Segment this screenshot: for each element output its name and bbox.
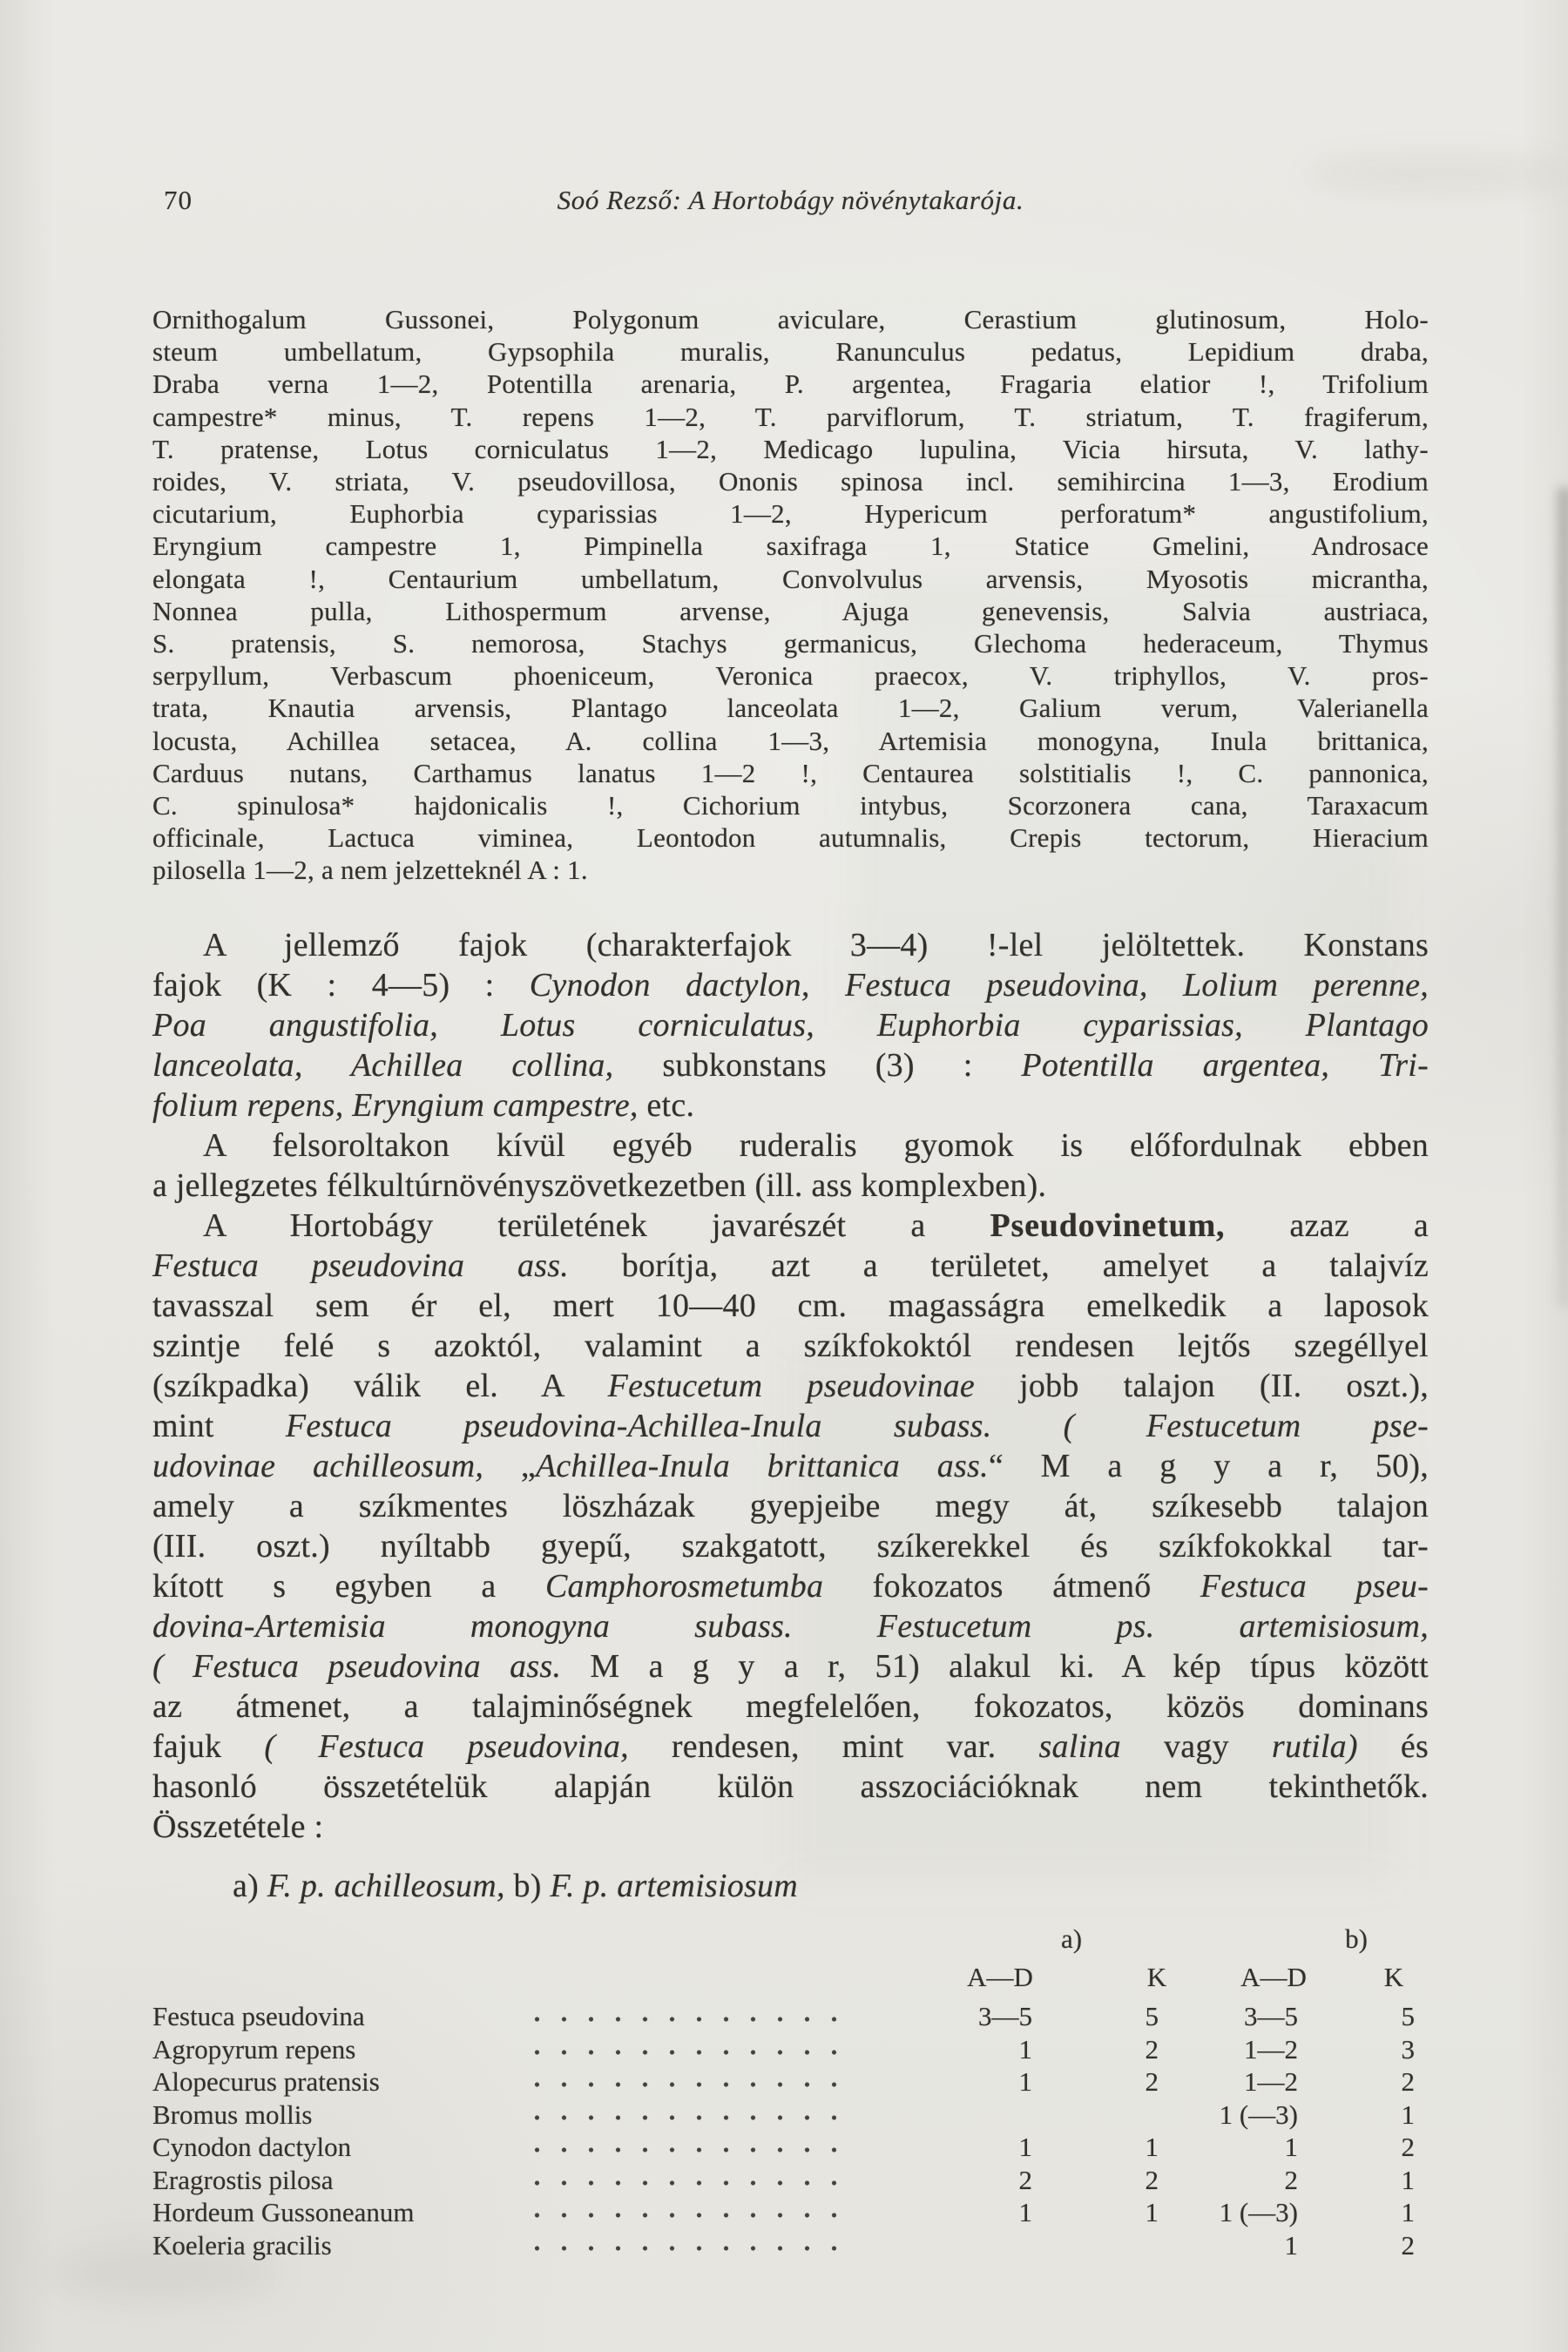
value-cell: 1 bbox=[1145, 2132, 1159, 2162]
value-cell: 1 (—3) bbox=[1219, 2197, 1298, 2227]
text-line: Festuca pseudovina ass. borítja, azt a területet, amelyet a talajvíz bbox=[152, 1247, 1429, 1284]
column-header-ad-a: A—D bbox=[967, 1962, 1033, 1992]
dot-leader bbox=[518, 2196, 849, 2229]
value-cell: 3—5 bbox=[978, 2001, 1032, 2031]
species-row bbox=[152, 2229, 1429, 2262]
text-line: serpyllum, Verbascum phoeniceum, Veronica praecox, V. triphyllos, V. pros- bbox=[152, 660, 1429, 692]
text-line: dovina-Artemisia monogyna subass. Festucetum ps. artemisiosum, bbox=[152, 1608, 1429, 1645]
dot-leader bbox=[518, 2099, 849, 2132]
species-row bbox=[152, 2033, 1429, 2066]
column-header-k-b: K bbox=[1383, 1962, 1404, 1992]
value-cell: 2 bbox=[1401, 2066, 1415, 2097]
value-cell: 1 bbox=[1018, 2197, 1032, 2227]
dot-leader bbox=[518, 2229, 849, 2262]
table-group-header-b: b) bbox=[1345, 1923, 1368, 1954]
value-cell: 1 bbox=[1145, 2197, 1159, 2227]
value-cell: 1 bbox=[1284, 2132, 1298, 2162]
value-cell: 5 bbox=[1145, 2001, 1159, 2031]
text-line: Carduus nutans, Carthamus lanatus 1—2 !, Centaurea solstitialis !, C. pannonica, bbox=[152, 757, 1429, 788]
text-line: hasonló összetételük alapján külön asszociációknak nem tekinthetők. bbox=[152, 1768, 1429, 1805]
text-line: C. spinulosa* hajdonicalis !, Cichorium intybus, Scorzonera cana, Taraxacum bbox=[152, 790, 1429, 821]
value-cell: 1 bbox=[1018, 2066, 1032, 2097]
page-edge-shadow bbox=[1558, 488, 1568, 1307]
table-rows bbox=[152, 2000, 1429, 2261]
value-cell: 2 bbox=[1284, 2164, 1298, 2195]
variant-subheading bbox=[152, 1866, 1429, 1906]
value-cell: 1 bbox=[1401, 2099, 1415, 2130]
species-row bbox=[152, 2196, 1429, 2229]
species-row bbox=[152, 2099, 1429, 2132]
species-row bbox=[152, 2065, 1429, 2099]
text-line: steum umbellatum, Gypsophila muralis, Ranunculus pedatus, Lepidium draba, bbox=[152, 336, 1429, 368]
text-line: S. pratensis, S. nemorosa, Stachys germanicus, Glechoma hederaceum, Thymus bbox=[152, 628, 1429, 659]
species-name: Agropyrum repens bbox=[152, 2033, 356, 2065]
text-line: fajok (K : 4—5) : Cynodon dactylon, Festuca pseudovina, Lolium perenne, bbox=[152, 967, 1429, 1004]
text-line: folium repens, Eryngium campestre, etc. bbox=[152, 1087, 695, 1124]
text-line: mint Festuca pseudovina-Achillea-Inula subass. ( Festucetum pse- bbox=[152, 1408, 1429, 1444]
text-line: trata, Knautia arvensis, Plantago lanceolata 1—2, Galium verum, Valerianella bbox=[152, 693, 1429, 724]
species-row bbox=[152, 2164, 1429, 2197]
column-header-ad-b: A—D bbox=[1240, 1962, 1307, 1992]
text-line: Poa angustifolia, Lotus corniculatus, Euphorbia cyparissias, Plantago bbox=[152, 1007, 1429, 1044]
text-line: fajuk ( Festuca pseudovina, rendesen, mint var. salina vagy rutila) és bbox=[152, 1728, 1429, 1765]
text-line: cicutarium, Euphorbia cyparissias 1—2, Hypericum perforatum* angustifolium, bbox=[152, 498, 1429, 530]
composition-table bbox=[152, 1923, 1429, 2261]
species-list-paragraph bbox=[152, 303, 1429, 887]
text-line: campestre* minus, T. repens 1—2, T. parviflorum, T. striatum, T. fragiferum, bbox=[152, 401, 1429, 432]
species-name: Eragrostis pilosa bbox=[152, 2164, 334, 2195]
value-cell: 1 bbox=[1018, 2132, 1032, 2162]
text-line: (szíkpadka) válik el. A Festucetum pseudovinae jobb talajon (II. oszt.), bbox=[152, 1368, 1429, 1404]
text-line: szintje felé s azoktól, valamint a szíkfokoktól rendesen lejtős szegéllyel bbox=[152, 1328, 1429, 1364]
value-cell: 2 bbox=[1401, 2132, 1415, 2162]
value-cell: 1 bbox=[1401, 2197, 1415, 2227]
value-cell: 2 bbox=[1145, 2066, 1159, 2097]
species-name: Hordeum Gussoneanum bbox=[152, 2197, 415, 2227]
value-cell: 3 bbox=[1401, 2033, 1415, 2065]
text-line: amely a szíkmentes löszházak gyepjeibe megy át, szíkesebb talajon bbox=[152, 1488, 1429, 1524]
text-line: Ornithogalum Gussonei, Polygonum aviculare, Cerastium glutinosum, Holo- bbox=[152, 304, 1429, 335]
text-line: a jellegzetes félkultúrnövényszövetkezetben (ill. ass komplexben). bbox=[152, 1167, 1047, 1204]
table-group-header-a: a) bbox=[1060, 1923, 1083, 1954]
value-cell: 5 bbox=[1401, 2001, 1415, 2031]
dot-leader bbox=[518, 2000, 849, 2033]
value-cell: 1 bbox=[1284, 2229, 1298, 2261]
value-cell: 1 bbox=[1401, 2164, 1415, 2195]
pseudovinetum-paragraph bbox=[152, 1206, 1429, 1847]
species-name: Koeleria gracilis bbox=[152, 2229, 332, 2261]
text-line: (III. oszt.) nyíltabb gyepű, szakgatott, szíkerekkel és szíkfokokkal tar- bbox=[152, 1528, 1429, 1565]
value-cell: 3—5 bbox=[1244, 2001, 1298, 2031]
text-line: Összetétele : bbox=[152, 1808, 324, 1845]
table-column-header-row bbox=[152, 1962, 1429, 2000]
text-line: tavasszal sem ér el, mert 10—40 cm. magasságra emelkedik a laposok bbox=[152, 1288, 1429, 1324]
dot-leader bbox=[518, 2131, 849, 2164]
text-line: az átmenet, a talajminőségnek megfelelően, fokozatos, közös dominans bbox=[152, 1688, 1429, 1725]
species-name: Bromus mollis bbox=[152, 2099, 313, 2130]
text-line: udovinae achilleosum, „Achillea-Inula brittanica ass.“ M a g y a r, 50), bbox=[152, 1448, 1429, 1484]
value-cell: 1 bbox=[1018, 2033, 1032, 2065]
species-name: Cynodon dactylon bbox=[152, 2132, 352, 2162]
table-group-header-row bbox=[152, 1923, 1429, 1962]
text-line: A Hortobágy területének javarészét a Pseudovinetum, azaz a bbox=[203, 1207, 1429, 1244]
species-name: Festuca pseudovina bbox=[152, 2001, 365, 2031]
value-cell: 1—2 bbox=[1244, 2033, 1298, 2065]
text-line: officinale, Lactuca viminea, Leontodon autumnalis, Crepis tectorum, Hieracium bbox=[152, 822, 1429, 854]
page-number: 70 bbox=[164, 185, 193, 215]
text-line: lanceolata, Achillea collina, subkonstans (3) : Potentilla argentea, Tri- bbox=[152, 1047, 1429, 1084]
value-cell: 2 bbox=[1018, 2164, 1032, 2195]
text-line: T. pratense, Lotus corniculatus 1—2, Medicago lupulina, Vicia hirsuta, V. lathy- bbox=[152, 433, 1429, 464]
text-line: elongata !, Centaurium umbellatum, Convolvulus arvensis, Myosotis micrantha, bbox=[152, 563, 1429, 594]
value-cell: 2 bbox=[1401, 2229, 1415, 2261]
text-line: Eryngium campestre 1, Pimpinella saxifraga 1, Statice Gmelini, Androsace bbox=[152, 531, 1429, 562]
text-line: pilosella 1—2, a nem jelzetteknél A : 1. bbox=[152, 855, 588, 886]
ruderal-weeds-paragraph bbox=[152, 1125, 1429, 1206]
column-header-k-a: K bbox=[1146, 1962, 1167, 1992]
value-cell: 1 (—3) bbox=[1219, 2099, 1298, 2130]
characteristic-species-paragraph bbox=[152, 925, 1429, 1125]
value-cell: 1—2 bbox=[1244, 2066, 1298, 2097]
text-line: a) F. p. achilleosum, b) F. p. artemisiosum bbox=[233, 1868, 798, 1904]
text-line: Nonnea pulla, Lithospermum arvense, Ajuga genevensis, Salvia austriaca, bbox=[152, 595, 1429, 626]
value-cell: 2 bbox=[1145, 2033, 1159, 2065]
dot-leader bbox=[518, 2033, 849, 2066]
dot-leader bbox=[518, 2164, 849, 2197]
value-cell: 2 bbox=[1145, 2164, 1159, 2195]
text-line: A jellemző fajok (charakterfajok 3—4) !-lel jelöltettek. Konstans bbox=[203, 927, 1429, 963]
species-row bbox=[152, 2000, 1429, 2033]
text-line: locusta, Achillea setacea, A. collina 1—3, Artemisia monogyna, Inula brittanica, bbox=[152, 725, 1429, 756]
text-line: A felsoroltakon kívül egyéb ruderalis gyomok is előfordulnak ebben bbox=[203, 1127, 1429, 1164]
text-line: ( Festuca pseudovina ass. M a g y a r, 51) alakul ki. A kép típus között bbox=[152, 1648, 1429, 1685]
species-name: Alopecurus pratensis bbox=[152, 2066, 380, 2097]
text-line: kított s egyben a Camphorosmetumba fokozatos átmenő Festuca pseu- bbox=[152, 1568, 1429, 1605]
text-line: Draba verna 1—2, Potentilla arenaria, P. argentea, Fragaria elatior !, Trifolium bbox=[152, 368, 1429, 400]
running-title: Soó Rezső: A Hortobágy növénytakarója. bbox=[557, 185, 1024, 215]
dot-leader bbox=[518, 2065, 849, 2099]
text-line: roides, V. striata, V. pseudovillosa, Ononis spinosa incl. semihircina 1—3, Erodium bbox=[152, 466, 1429, 497]
species-row bbox=[152, 2131, 1429, 2164]
